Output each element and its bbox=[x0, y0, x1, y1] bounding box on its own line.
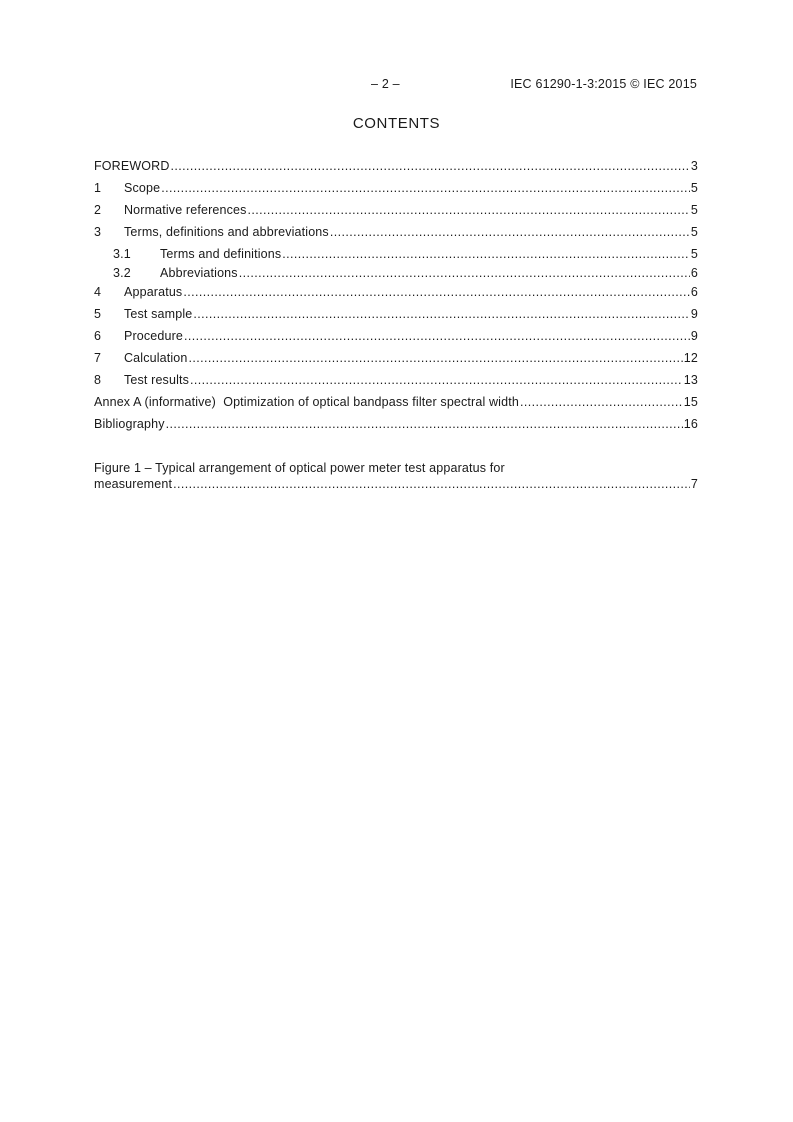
toc-entry-page: 5 bbox=[690, 225, 698, 239]
toc-leader-dots bbox=[161, 181, 690, 195]
figure-entry-1[interactable] bbox=[94, 477, 698, 493]
toc-entry-page: 12 bbox=[683, 351, 698, 365]
toc-leader-dots bbox=[282, 247, 690, 261]
toc-entry-page: 9 bbox=[690, 307, 698, 321]
toc-leader-dots bbox=[166, 417, 683, 431]
toc-entry-label: Annex A (informative) Optimization of optical bandpass filter spectral width bbox=[94, 395, 519, 409]
toc-entry-label: Apparatus bbox=[124, 285, 183, 299]
toc-entry-page: 5 bbox=[690, 181, 698, 195]
toc-entry-label: Terms and definitions bbox=[160, 247, 282, 261]
toc-entry-label: FOREWORD bbox=[94, 159, 170, 173]
toc-entry-number: 4 bbox=[94, 285, 102, 299]
toc-entry-number: 2 bbox=[94, 203, 102, 217]
toc-entry-apparatus[interactable] bbox=[94, 285, 698, 301]
toc-entry-foreword[interactable] bbox=[94, 159, 698, 175]
toc-entry-page: 9 bbox=[690, 329, 698, 343]
toc-entry-terms-definitions-abbreviations[interactable] bbox=[94, 225, 698, 241]
toc-entry-scope[interactable] bbox=[94, 181, 698, 197]
toc-entry-number: 5 bbox=[94, 307, 102, 321]
toc-entry-number: 8 bbox=[94, 373, 102, 387]
toc-entry-page: 6 bbox=[690, 285, 698, 299]
toc-entry-label: Test sample bbox=[124, 307, 193, 321]
toc-entry-number: 3.2 bbox=[113, 266, 131, 280]
toc-entry-page: 3 bbox=[690, 159, 698, 173]
toc-entry-page: 16 bbox=[683, 417, 698, 431]
toc-entry-page: 5 bbox=[690, 203, 698, 217]
figure-entry-label-line2: measurement bbox=[94, 477, 173, 491]
toc-entry-label: Normative references bbox=[124, 203, 247, 217]
toc-leader-dots bbox=[193, 307, 690, 321]
toc-entry-terms-and-definitions[interactable] bbox=[94, 247, 698, 263]
toc-entry-label: Bibliography bbox=[94, 417, 165, 431]
toc-leader-dots bbox=[184, 329, 690, 343]
toc-entry-page: 13 bbox=[683, 373, 698, 387]
toc-entry-bibliography[interactable] bbox=[94, 417, 698, 433]
toc-leader-dots bbox=[189, 351, 683, 365]
toc-entry-test-results[interactable] bbox=[94, 373, 698, 389]
toc-leader-dots bbox=[520, 395, 683, 409]
page-number: – 2 – bbox=[371, 77, 400, 91]
toc-entry-page: 5 bbox=[690, 247, 698, 261]
toc-leader-dots bbox=[330, 225, 690, 239]
toc-entry-label: Procedure bbox=[124, 329, 184, 343]
toc-entry-number: 7 bbox=[94, 351, 102, 365]
toc-entry-abbreviations[interactable] bbox=[94, 266, 698, 282]
toc-entry-label: Abbreviations bbox=[160, 266, 238, 280]
figure-entry-label-line1: Figure 1 – Typical arrangement of optical power meter test apparatus for bbox=[94, 461, 505, 475]
toc-entry-label: Test results bbox=[124, 373, 190, 387]
toc-leader-dots bbox=[239, 266, 690, 280]
toc-leader-dots bbox=[248, 203, 690, 217]
toc-leader-dots bbox=[190, 373, 683, 387]
toc-entry-number: 1 bbox=[94, 181, 102, 195]
page-title: CONTENTS bbox=[352, 115, 441, 132]
toc-entry-procedure[interactable] bbox=[94, 329, 698, 345]
toc-leader-dots bbox=[183, 285, 690, 299]
toc-entry-number: 3 bbox=[94, 225, 102, 239]
toc-entry-label: Scope bbox=[124, 181, 161, 195]
toc-entry-test-sample[interactable] bbox=[94, 307, 698, 323]
toc-entry-annex-a[interactable] bbox=[94, 395, 698, 411]
toc-entry-page: 6 bbox=[690, 266, 698, 280]
toc-leader-dots bbox=[173, 477, 690, 491]
toc-leader-dots bbox=[171, 159, 690, 173]
document-id: IEC 61290-1-3:2015 © IEC 2015 bbox=[510, 77, 697, 91]
toc-entry-number: 6 bbox=[94, 329, 102, 343]
toc-entry-page: 15 bbox=[683, 395, 698, 409]
toc-entry-calculation[interactable] bbox=[94, 351, 698, 367]
toc-entry-number: 3.1 bbox=[113, 247, 131, 261]
figure-entry-page: 7 bbox=[690, 477, 698, 491]
toc-entry-label: Calculation bbox=[124, 351, 188, 365]
toc-entry-label: Terms, definitions and abbreviations bbox=[124, 225, 329, 239]
toc-entry-normative-references[interactable] bbox=[94, 203, 698, 219]
